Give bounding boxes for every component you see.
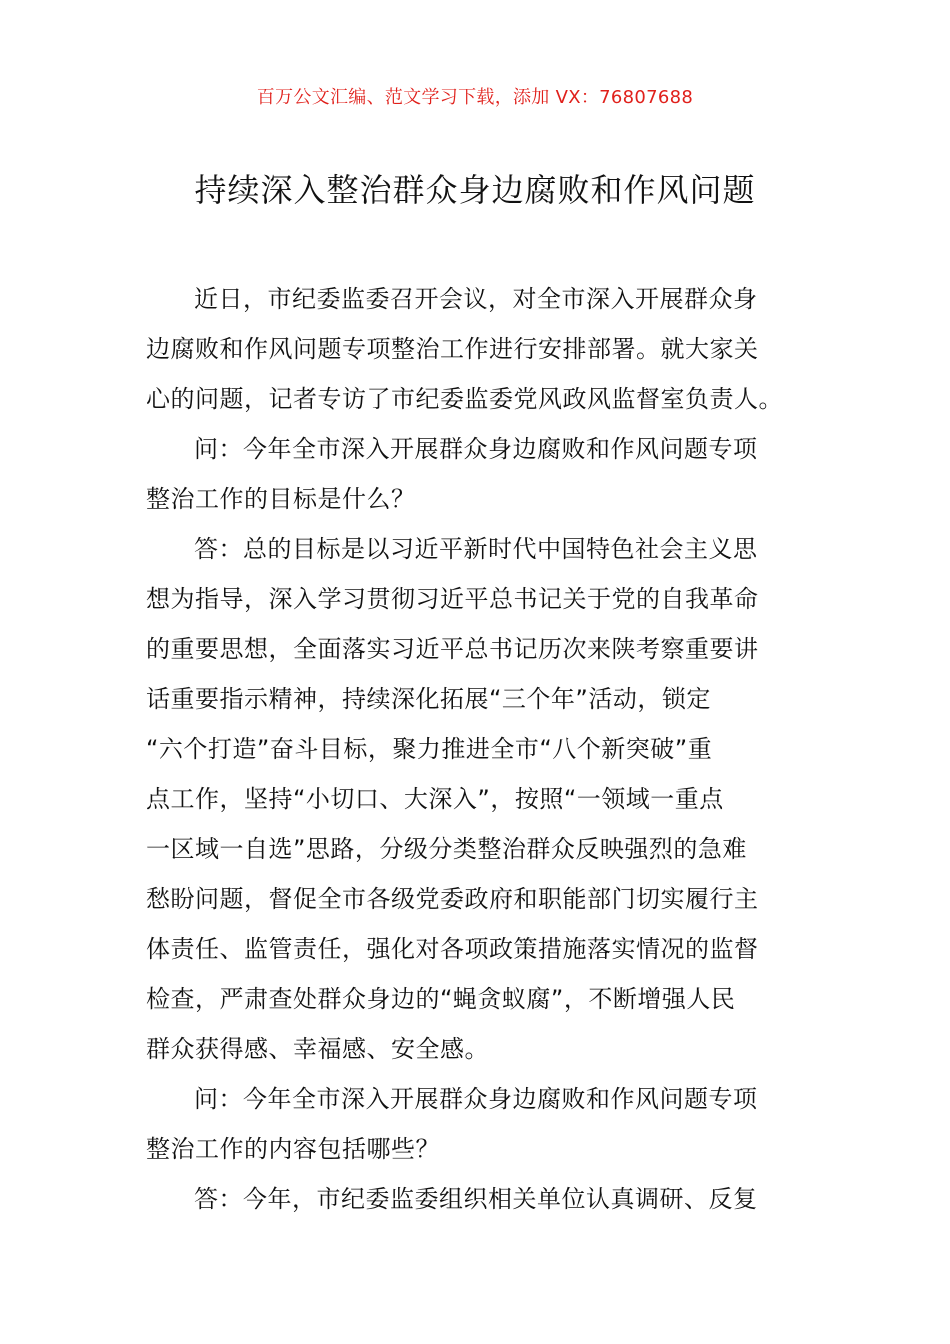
header-note: 百万公文汇编、范文学习下载，添加 VX：76807688 <box>256 87 694 108</box>
text-line: 一区域一自选”思路，分级分类整治群众反映强烈的急难 <box>146 835 747 863</box>
document-title: 持续深入整治群众身边腐败和作风问题 <box>194 171 756 209</box>
text-line: “六个打造”奋斗目标，聚力推进全市“八个新突破”重 <box>146 735 713 763</box>
text-line: 近日，市纪委监委召开会议，对全市深入开展群众身 <box>194 285 758 313</box>
text-line: 问：今年全市深入开展群众身边腐败和作风问题专项 <box>194 1085 758 1113</box>
text-line: 答：总的目标是以习近平新时代中国特色社会主义思 <box>194 535 758 563</box>
text-line: 问：今年全市深入开展群众身边腐败和作风问题专项 <box>194 435 758 463</box>
document-body <box>146 274 806 1224</box>
text-line: 边腐败和作风问题专项整治工作进行安排部署。就大家关 <box>146 335 759 363</box>
paragraph-answer-2 <box>146 1174 806 1224</box>
paragraph-question-2 <box>146 1074 806 1174</box>
paragraph-intro <box>146 274 806 424</box>
text-line: 心的问题，记者专访了市纪委监委党风政风监督室负责人。 <box>146 385 783 413</box>
paragraph-question-1 <box>146 424 806 524</box>
text-line: 愁盼问题，督促全市各级党委政府和职能部门切实履行主 <box>146 885 759 913</box>
text-line: 点工作，坚持“小切口、大深入”，按照“一领域一重点 <box>146 785 724 813</box>
text-line: 群众获得感、幸福感、安全感。 <box>146 1035 489 1063</box>
text-line: 的重要思想，全面落实习近平总书记历次来陕考察重要讲 <box>146 635 759 663</box>
text-line: 答：今年，市纪委监委组织相关单位认真调研、反复 <box>194 1185 758 1213</box>
paragraph-answer-1 <box>146 524 806 1074</box>
text-line: 想为指导，深入学习贯彻习近平总书记关于党的自我革命 <box>146 585 759 613</box>
text-line: 整治工作的目标是什么？ <box>146 485 416 513</box>
text-line: 体责任、监管责任，强化对各项政策措施落实情况的监督 <box>146 935 759 963</box>
text-line: 检查，严肃查处群众身边的“蝇贪蚁腐”，不断增强人民 <box>146 985 736 1013</box>
text-line: 话重要指示精神，持续深化拓展“三个年”活动，锁定 <box>146 685 711 713</box>
text-line: 整治工作的内容包括哪些？ <box>146 1135 440 1163</box>
